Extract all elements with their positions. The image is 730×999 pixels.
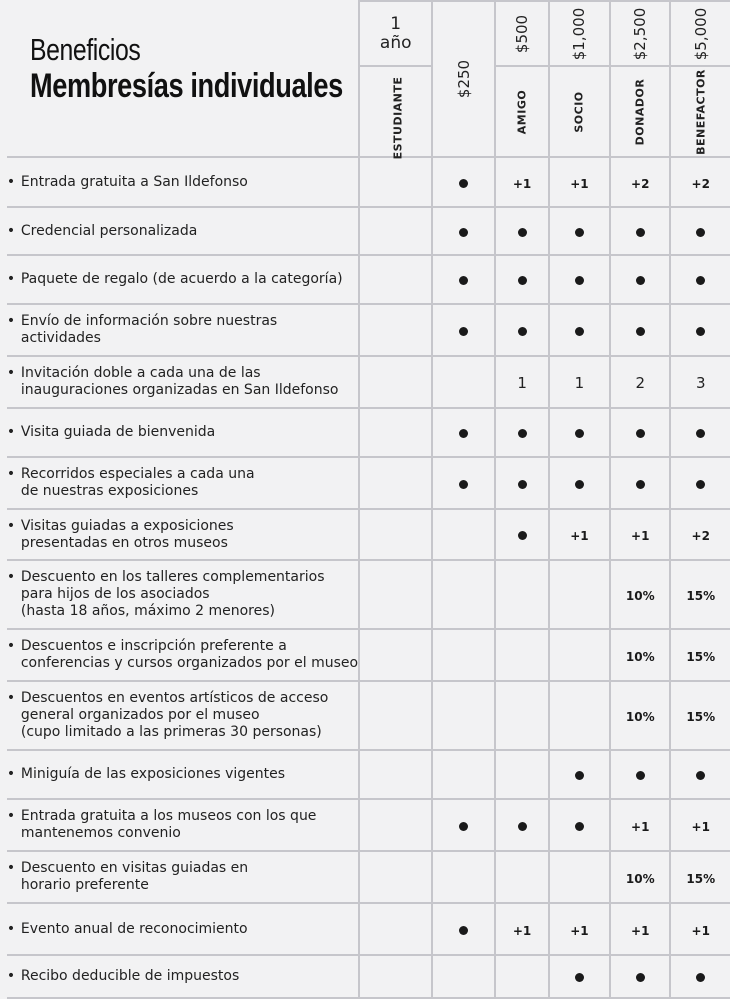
value-cell-donador xyxy=(610,356,670,408)
benefit-row xyxy=(0,629,730,681)
value-text: +1 xyxy=(570,923,589,938)
included-dot-icon xyxy=(575,973,584,982)
benefit-label-line: Evento anual de reconocimiento xyxy=(20,920,248,937)
value-cell-benefactor xyxy=(670,157,730,207)
included-dot-icon xyxy=(518,327,527,336)
duration-cell xyxy=(359,255,432,304)
benefit-label-line: Entrada gratuita a San Ildefonso xyxy=(20,173,248,190)
value-text: 3 xyxy=(695,373,706,392)
benefit-label-line: Descuento en los talleres complementarios xyxy=(20,569,325,585)
value-cell-amigo xyxy=(495,681,548,750)
included-dot-icon xyxy=(459,179,468,188)
value-text: 10% xyxy=(625,710,655,724)
included-dot-icon xyxy=(518,531,527,540)
benefit-row xyxy=(0,457,730,509)
value-cell-estudiante xyxy=(432,356,495,408)
value-cell-socio xyxy=(549,955,610,998)
benefit-label-line: Visita guiada de bienvenida xyxy=(20,424,216,440)
value-cell-amigo xyxy=(495,750,548,799)
duration-cell xyxy=(359,509,432,560)
bullet-marker: • xyxy=(6,569,16,585)
value-cell-socio xyxy=(549,157,610,207)
value-cell-amigo xyxy=(495,255,548,304)
benefit-row xyxy=(0,157,730,207)
value-cell-benefactor xyxy=(670,955,730,998)
value-cell-socio xyxy=(549,560,610,629)
benefit-row xyxy=(0,356,730,408)
benefit-label-line: Visitas guiadas a exposiciones xyxy=(20,517,234,534)
duration-cell xyxy=(359,356,432,408)
benefit-row xyxy=(0,560,730,629)
bullet-marker: • xyxy=(6,690,16,706)
value-cell-benefactor xyxy=(670,560,730,629)
value-cell-estudiante xyxy=(432,457,495,509)
benefit-label xyxy=(7,157,359,207)
benefit-row xyxy=(0,509,730,560)
value-text: +1 xyxy=(570,176,589,191)
value-cell-donador xyxy=(610,509,670,560)
duration-cell xyxy=(359,681,432,750)
included-dot-icon xyxy=(575,429,584,438)
benefit-label-line: general organizados por el museo xyxy=(20,707,260,723)
benefit-label-line: para hijos de los asociados xyxy=(20,586,210,602)
included-dot-icon xyxy=(518,228,527,237)
value-text: +1 xyxy=(570,529,589,543)
value-cell-estudiante xyxy=(432,799,495,851)
value-cell-amigo xyxy=(495,457,548,509)
value-cell-benefactor xyxy=(670,750,730,799)
included-dot-icon xyxy=(696,429,705,438)
included-dot-icon xyxy=(459,429,468,438)
included-dot-icon xyxy=(575,327,584,336)
bullet-marker: • xyxy=(6,271,16,287)
value-cell-donador xyxy=(610,851,670,903)
included-dot-icon xyxy=(696,973,705,982)
value-cell-benefactor xyxy=(670,304,730,356)
duration-cell xyxy=(359,207,432,255)
bullet-marker: • xyxy=(6,860,16,876)
value-cell-donador xyxy=(610,408,670,457)
bullet-marker: • xyxy=(6,365,16,381)
benefit-label-line: Miniguía de las exposiciones vigentes xyxy=(20,766,286,782)
benefit-label xyxy=(7,255,359,304)
duration-cell xyxy=(359,903,432,955)
value-text: 15% xyxy=(686,649,716,664)
bullet-marker: • xyxy=(6,466,16,482)
value-cell-donador xyxy=(610,560,670,629)
duration-cell xyxy=(359,157,432,207)
included-dot-icon xyxy=(518,822,527,831)
benefit-row xyxy=(0,750,730,799)
duration-cell xyxy=(359,851,432,903)
value-cell-donador xyxy=(610,255,670,304)
bullet-marker: • xyxy=(6,222,16,239)
value-cell-donador xyxy=(610,799,670,851)
value-cell-benefactor xyxy=(670,799,730,851)
included-dot-icon xyxy=(636,429,645,438)
included-dot-icon xyxy=(636,228,645,237)
value-text: +1 xyxy=(691,923,710,938)
value-cell-amigo xyxy=(495,799,548,851)
included-dot-icon xyxy=(696,771,705,780)
value-text: +1 xyxy=(691,819,710,834)
benefit-row xyxy=(0,955,730,998)
benefit-row xyxy=(0,207,730,255)
benefit-label-line: horario preferente xyxy=(20,877,149,893)
included-dot-icon xyxy=(459,276,468,285)
value-cell-benefactor xyxy=(670,903,730,955)
benefit-row xyxy=(0,408,730,457)
benefit-label xyxy=(7,457,359,509)
value-cell-amigo xyxy=(495,304,548,356)
value-cell-estudiante xyxy=(432,157,495,207)
included-dot-icon xyxy=(575,480,584,489)
value-cell-socio xyxy=(549,304,610,356)
category-header-socio: SOCIO xyxy=(549,66,610,157)
bullet-marker: • xyxy=(6,968,16,984)
value-cell-estudiante xyxy=(432,255,495,304)
value-cell-donador xyxy=(610,629,670,681)
benefit-row xyxy=(0,255,730,304)
benefit-label-line: Envío de información sobre nuestras xyxy=(20,313,278,329)
included-dot-icon xyxy=(459,228,468,237)
value-cell-benefactor xyxy=(670,457,730,509)
value-cell-socio xyxy=(549,903,610,955)
duration-cell xyxy=(359,955,432,998)
value-text: +2 xyxy=(691,529,710,543)
benefit-label-line: Recorridos especiales a cada una xyxy=(20,466,255,482)
included-dot-icon xyxy=(696,327,705,336)
benefit-label xyxy=(7,207,359,255)
value-cell-socio xyxy=(549,356,610,408)
benefit-label-line: Descuento en visitas guiadas en xyxy=(20,860,249,876)
bullet-marker: • xyxy=(6,920,16,937)
included-dot-icon xyxy=(636,771,645,780)
benefit-label-line: Paquete de regalo (de acuerdo a la categoría) xyxy=(20,271,343,287)
duration-cell xyxy=(359,408,432,457)
included-dot-icon xyxy=(636,276,645,285)
value-text: +1 xyxy=(512,923,532,938)
benefit-label-line: de nuestras exposiciones xyxy=(20,483,199,499)
value-cell-benefactor xyxy=(670,408,730,457)
value-text: 1 xyxy=(574,373,585,392)
included-dot-icon xyxy=(518,480,527,489)
value-cell-amigo xyxy=(495,560,548,629)
value-cell-donador xyxy=(610,157,670,207)
value-cell-estudiante xyxy=(432,851,495,903)
value-text: +1 xyxy=(512,176,532,191)
duration-cell xyxy=(359,750,432,799)
benefit-label-line: actividades xyxy=(20,330,101,346)
benefit-row xyxy=(0,681,730,750)
header-price-row xyxy=(0,1,730,66)
bullet-marker: • xyxy=(6,808,16,824)
value-cell-donador xyxy=(610,750,670,799)
category-header-estudiante: ESTUDIANTE xyxy=(359,66,432,157)
included-dot-icon xyxy=(518,429,527,438)
value-cell-socio xyxy=(549,681,610,750)
bullet-marker: • xyxy=(6,766,16,782)
included-dot-icon xyxy=(696,276,705,285)
duration-cell xyxy=(359,304,432,356)
value-cell-estudiante xyxy=(432,304,495,356)
value-text: 10% xyxy=(625,589,655,603)
value-cell-benefactor xyxy=(670,356,730,408)
title-beneficios: Beneficios xyxy=(30,32,141,67)
value-cell-socio xyxy=(549,851,610,903)
included-dot-icon xyxy=(636,973,645,982)
benefit-label xyxy=(7,304,359,356)
price-header-donador: $2,500 xyxy=(610,1,670,66)
benefit-label-line: Invitación doble a cada una de las xyxy=(20,365,261,381)
included-dot-icon xyxy=(636,327,645,336)
benefit-label xyxy=(7,851,359,903)
value-cell-estudiante xyxy=(432,903,495,955)
category-header-donador: DONADOR xyxy=(610,66,670,157)
value-cell-estudiante xyxy=(432,629,495,681)
value-cell-estudiante xyxy=(432,408,495,457)
value-cell-socio xyxy=(549,408,610,457)
value-cell-benefactor xyxy=(670,207,730,255)
value-text: +1 xyxy=(631,529,650,543)
duration-cell xyxy=(359,457,432,509)
title-membresias: Membresías individuales xyxy=(30,67,343,105)
benefit-row xyxy=(0,903,730,955)
value-text: 10% xyxy=(625,649,655,664)
value-cell-benefactor xyxy=(670,255,730,304)
included-dot-icon xyxy=(575,771,584,780)
value-cell-amigo xyxy=(495,356,548,408)
value-cell-estudiante xyxy=(432,509,495,560)
value-cell-donador xyxy=(610,903,670,955)
bullet-marker: • xyxy=(6,517,16,534)
value-cell-amigo xyxy=(495,955,548,998)
value-text: +2 xyxy=(691,176,710,191)
benefit-label-line: Entrada gratuita a los museos con los que xyxy=(20,808,317,824)
benefit-label-line: conferencias y cursos organizados por el museo xyxy=(20,655,359,671)
value-cell-amigo xyxy=(495,509,548,560)
category-header-benefactor: BENEFACTOR xyxy=(670,66,730,157)
value-cell-amigo xyxy=(495,207,548,255)
value-cell-amigo xyxy=(495,408,548,457)
benefit-label xyxy=(7,903,359,955)
included-dot-icon xyxy=(518,276,527,285)
value-cell-benefactor xyxy=(670,509,730,560)
benefit-label xyxy=(7,799,359,851)
value-cell-socio xyxy=(549,457,610,509)
benefit-label-line: Descuentos e inscripción preferente a xyxy=(20,638,287,654)
value-cell-donador xyxy=(610,681,670,750)
value-cell-donador xyxy=(610,457,670,509)
included-dot-icon xyxy=(636,480,645,489)
benefit-label xyxy=(7,955,359,998)
duration-cell xyxy=(359,560,432,629)
value-cell-donador xyxy=(610,955,670,998)
value-cell-socio xyxy=(549,750,610,799)
value-cell-amigo xyxy=(495,851,548,903)
value-cell-estudiante xyxy=(432,207,495,255)
benefit-label-line: presentadas en otros museos xyxy=(20,534,228,551)
benefit-label xyxy=(7,408,359,457)
benefit-label-line: Recibo deducible de impuestos xyxy=(20,968,240,984)
included-dot-icon xyxy=(459,926,468,935)
value-cell-amigo xyxy=(495,157,548,207)
included-dot-icon xyxy=(575,822,584,831)
benefit-label xyxy=(7,560,359,629)
benefit-label-line: Descuentos en eventos artísticos de acceso xyxy=(20,690,329,706)
value-text: 2 xyxy=(635,373,646,392)
duration-header: 1 año xyxy=(359,1,432,66)
included-dot-icon xyxy=(459,822,468,831)
benefit-label-line: inauguraciones organizadas en San Ildefonso xyxy=(20,382,339,398)
value-cell-socio xyxy=(549,255,610,304)
value-cell-socio xyxy=(549,207,610,255)
value-text: 15% xyxy=(686,871,716,886)
included-dot-icon xyxy=(575,228,584,237)
bullet-marker: • xyxy=(6,638,16,654)
benefit-label xyxy=(7,356,359,408)
included-dot-icon xyxy=(696,228,705,237)
value-cell-donador xyxy=(610,207,670,255)
value-cell-amigo xyxy=(495,903,548,955)
bullet-marker: • xyxy=(6,424,16,440)
value-text: +1 xyxy=(631,923,650,938)
value-cell-socio xyxy=(549,799,610,851)
value-cell-socio xyxy=(549,629,610,681)
benefit-label-line: Credencial personalizada xyxy=(20,222,198,239)
value-cell-benefactor xyxy=(670,681,730,750)
duration-cell xyxy=(359,629,432,681)
value-text: 10% xyxy=(625,871,655,886)
benefit-row xyxy=(0,799,730,851)
value-cell-estudiante xyxy=(432,750,495,799)
benefit-row xyxy=(0,851,730,903)
value-cell-benefactor xyxy=(670,629,730,681)
price-header-socio: $1,000 xyxy=(549,1,610,66)
price-header-estudiante: $250 xyxy=(432,1,495,157)
benefit-label xyxy=(7,629,359,681)
value-cell-estudiante xyxy=(432,560,495,629)
value-cell-amigo xyxy=(495,629,548,681)
price-header-benefactor: $5,000 xyxy=(670,1,730,66)
value-text: 15% xyxy=(686,710,716,724)
benefit-label-line: (cupo limitado a las primeras 30 personas) xyxy=(20,724,322,740)
category-header-amigo: AMIGO xyxy=(495,66,548,157)
value-text: 1 xyxy=(517,373,527,392)
included-dot-icon xyxy=(696,480,705,489)
included-dot-icon xyxy=(575,276,584,285)
value-cell-benefactor xyxy=(670,851,730,903)
value-text: 15% xyxy=(686,589,716,603)
value-cell-socio xyxy=(549,509,610,560)
benefit-label xyxy=(7,681,359,750)
benefit-label-line: mantenemos convenio xyxy=(20,825,181,841)
bullet-marker: • xyxy=(6,173,16,190)
duration-cell xyxy=(359,799,432,851)
benefit-row xyxy=(0,304,730,356)
bullet-marker: • xyxy=(6,313,16,329)
benefit-label xyxy=(7,509,359,560)
value-cell-estudiante xyxy=(432,681,495,750)
value-text: +2 xyxy=(631,176,650,191)
benefit-label-line: (hasta 18 años, máximo 2 menores) xyxy=(20,603,275,619)
included-dot-icon xyxy=(459,327,468,336)
price-header-amigo: $500 xyxy=(495,1,548,66)
value-cell-donador xyxy=(610,304,670,356)
value-cell-estudiante xyxy=(432,955,495,998)
included-dot-icon xyxy=(459,480,468,489)
benefit-label xyxy=(7,750,359,799)
value-text: +1 xyxy=(631,819,650,834)
